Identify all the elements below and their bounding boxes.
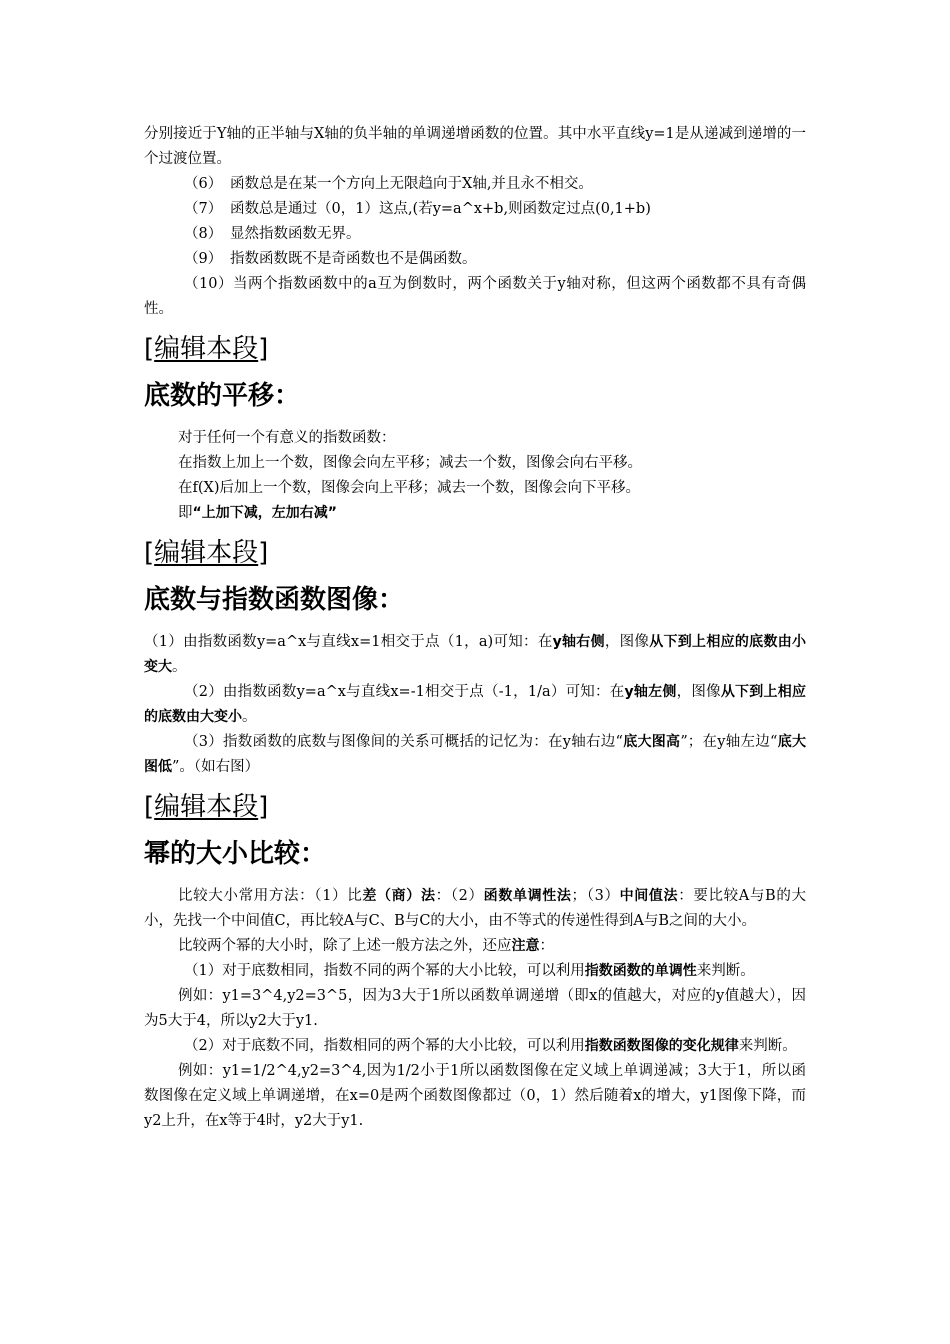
compare-example-1: 例如：y1=3^4,y2=3^5，因为3大于1所以函数单调递增（即x的值越大，对应的y值越大），因为5大于4，所以y2大于y1.	[144, 988, 806, 1029]
text: 来判断。	[738, 1038, 797, 1054]
edit-section-heading	[144, 332, 806, 366]
bracket-close: ]	[258, 334, 269, 364]
bold-text: “上加下减，左加右减”	[192, 505, 337, 521]
compare-paragraph-3	[144, 959, 806, 984]
edit-section-heading	[144, 536, 806, 570]
list-text: 函数总是通过（0，1）这点,(若y=a^x+b,则函数定过点(0,1+b)	[230, 201, 651, 217]
shift-line-4	[144, 501, 806, 526]
text: ；（3）	[571, 888, 620, 904]
text: （2）由指数函数y=a^x与直线x=-1相交于点（-1，1/a）可知：在	[184, 684, 625, 700]
edit-section-heading	[144, 790, 806, 824]
shift-line-2: 在指数上加上一个数，图像会向左平移；减去一个数，图像会向右平移。	[178, 455, 642, 471]
list-item	[144, 247, 806, 272]
list-item-10: （10）当两个指数函数中的a互为倒数时，两个函数关于y轴对称，但这两个函数都不具有奇偶性。	[144, 276, 806, 317]
compare-paragraph-2	[144, 934, 806, 959]
edit-section-link[interactable]: 编辑本段	[154, 538, 259, 568]
text: ，图像	[604, 634, 650, 650]
text: 。	[242, 709, 257, 725]
intro-paragraph: 分别接近于Y轴的正半轴与X轴的负半轴的单调递增函数的位置。其中水平直线y=1是从递减到递增的一个过渡位置。	[144, 126, 806, 167]
text: （1）由指数函数y=a^x与直线x=1相交于点（1，a)可知：在	[144, 634, 553, 650]
edit-section-link[interactable]: 编辑本段	[154, 792, 259, 822]
graph-paragraph-3	[144, 730, 806, 780]
shift-line-3: 在f(X)后加上一个数，图像会向上平移；减去一个数，图像会向下平移。	[178, 480, 641, 496]
bracket-close: ]	[258, 792, 269, 822]
text: 即	[178, 505, 193, 521]
list-number: （6）	[184, 176, 223, 192]
bold-text: 底大图高	[622, 734, 681, 750]
bold-text: 底大图低	[144, 734, 807, 775]
bold-text: 指数函数的单调性	[584, 963, 697, 979]
text: 比较大小常用方法：（1）比	[178, 888, 363, 904]
section-title-shift: 底数的平移：	[144, 381, 301, 411]
list-number: （9）	[184, 251, 223, 267]
list-number: （8）	[184, 226, 223, 242]
bold-text: 中间值法	[619, 888, 679, 904]
text: （2）对于底数不同，指数相同的两个幂的大小比较，可以利用	[184, 1038, 585, 1054]
shift-line-1: 对于任何一个有意义的指数函数：	[178, 430, 396, 446]
bracket-open: [	[144, 538, 155, 568]
list-item	[144, 172, 806, 197]
bold-text: 差（商）法	[362, 888, 436, 904]
text: ，图像	[676, 684, 721, 700]
list-item	[144, 222, 806, 247]
text: （3）指数函数的底数与图像间的关系可概括的记忆为：在y轴右边“	[184, 734, 623, 750]
bold-text: 函数单调性法	[483, 888, 572, 904]
text: （1）对于底数相同，指数不同的两个幂的大小比较，可以利用	[184, 963, 585, 979]
text: 来判断。	[696, 963, 755, 979]
graph-paragraph-2	[144, 680, 806, 730]
section-title-compare: 幂的大小比较：	[144, 839, 327, 869]
list-text: 显然指数函数无界。	[230, 226, 361, 242]
list-text: 指数函数既不是奇函数也不是偶函数。	[230, 251, 477, 267]
text: ”。（如右图）	[172, 759, 260, 775]
bold-text: 指数函数图像的变化规律	[584, 1038, 739, 1054]
text: ”；在y轴左边“	[680, 734, 778, 750]
list-number: （7）	[184, 201, 223, 217]
compare-example-2: 例如：y1=1/2^4,y2=3^4,因为1/2小于1所以函数图像在定义域上单调递减；3大于1，所以函数图像在定义域上单调递增，在x=0是两个函数图像都过（0，1）然后随着x的增大，y1图像下降，而y2上升，在x等于4时，y2大于y1.	[144, 1063, 806, 1129]
bold-text: 从下到上相应的底数由大变小	[144, 684, 806, 725]
edit-section-link[interactable]: 编辑本段	[154, 334, 259, 364]
bracket-open: [	[144, 334, 155, 364]
text: 。	[172, 659, 187, 675]
compare-paragraph-1	[144, 884, 806, 934]
text: ：	[539, 938, 554, 954]
list-text: 函数总是在某一个方向上无限趋向于X轴,并且永不相交。	[230, 176, 593, 192]
compare-paragraph-4	[144, 1034, 806, 1059]
graph-paragraph-1	[144, 630, 806, 680]
bold-text: y轴右侧	[552, 634, 605, 650]
text: ：（2）	[435, 888, 484, 904]
bold-text: 从下到上相应的底数由小变大	[144, 634, 806, 675]
bracket-open: [	[144, 792, 155, 822]
text: ：要比较A与B的大小，先找一个中间值C，再比较A与C、B与C的大小，由不等式的传递性得到A与B之间的大小。	[144, 888, 806, 929]
bold-text: 注意	[511, 938, 540, 954]
list-item	[144, 197, 806, 222]
section-title-graph: 底数与指数函数图像：	[144, 585, 405, 615]
bold-text: y轴左侧	[624, 684, 677, 700]
document-page	[144, 122, 806, 1134]
text: 比较两个幂的大小时，除了上述一般方法之外，还应	[178, 938, 512, 954]
bracket-close: ]	[258, 538, 269, 568]
